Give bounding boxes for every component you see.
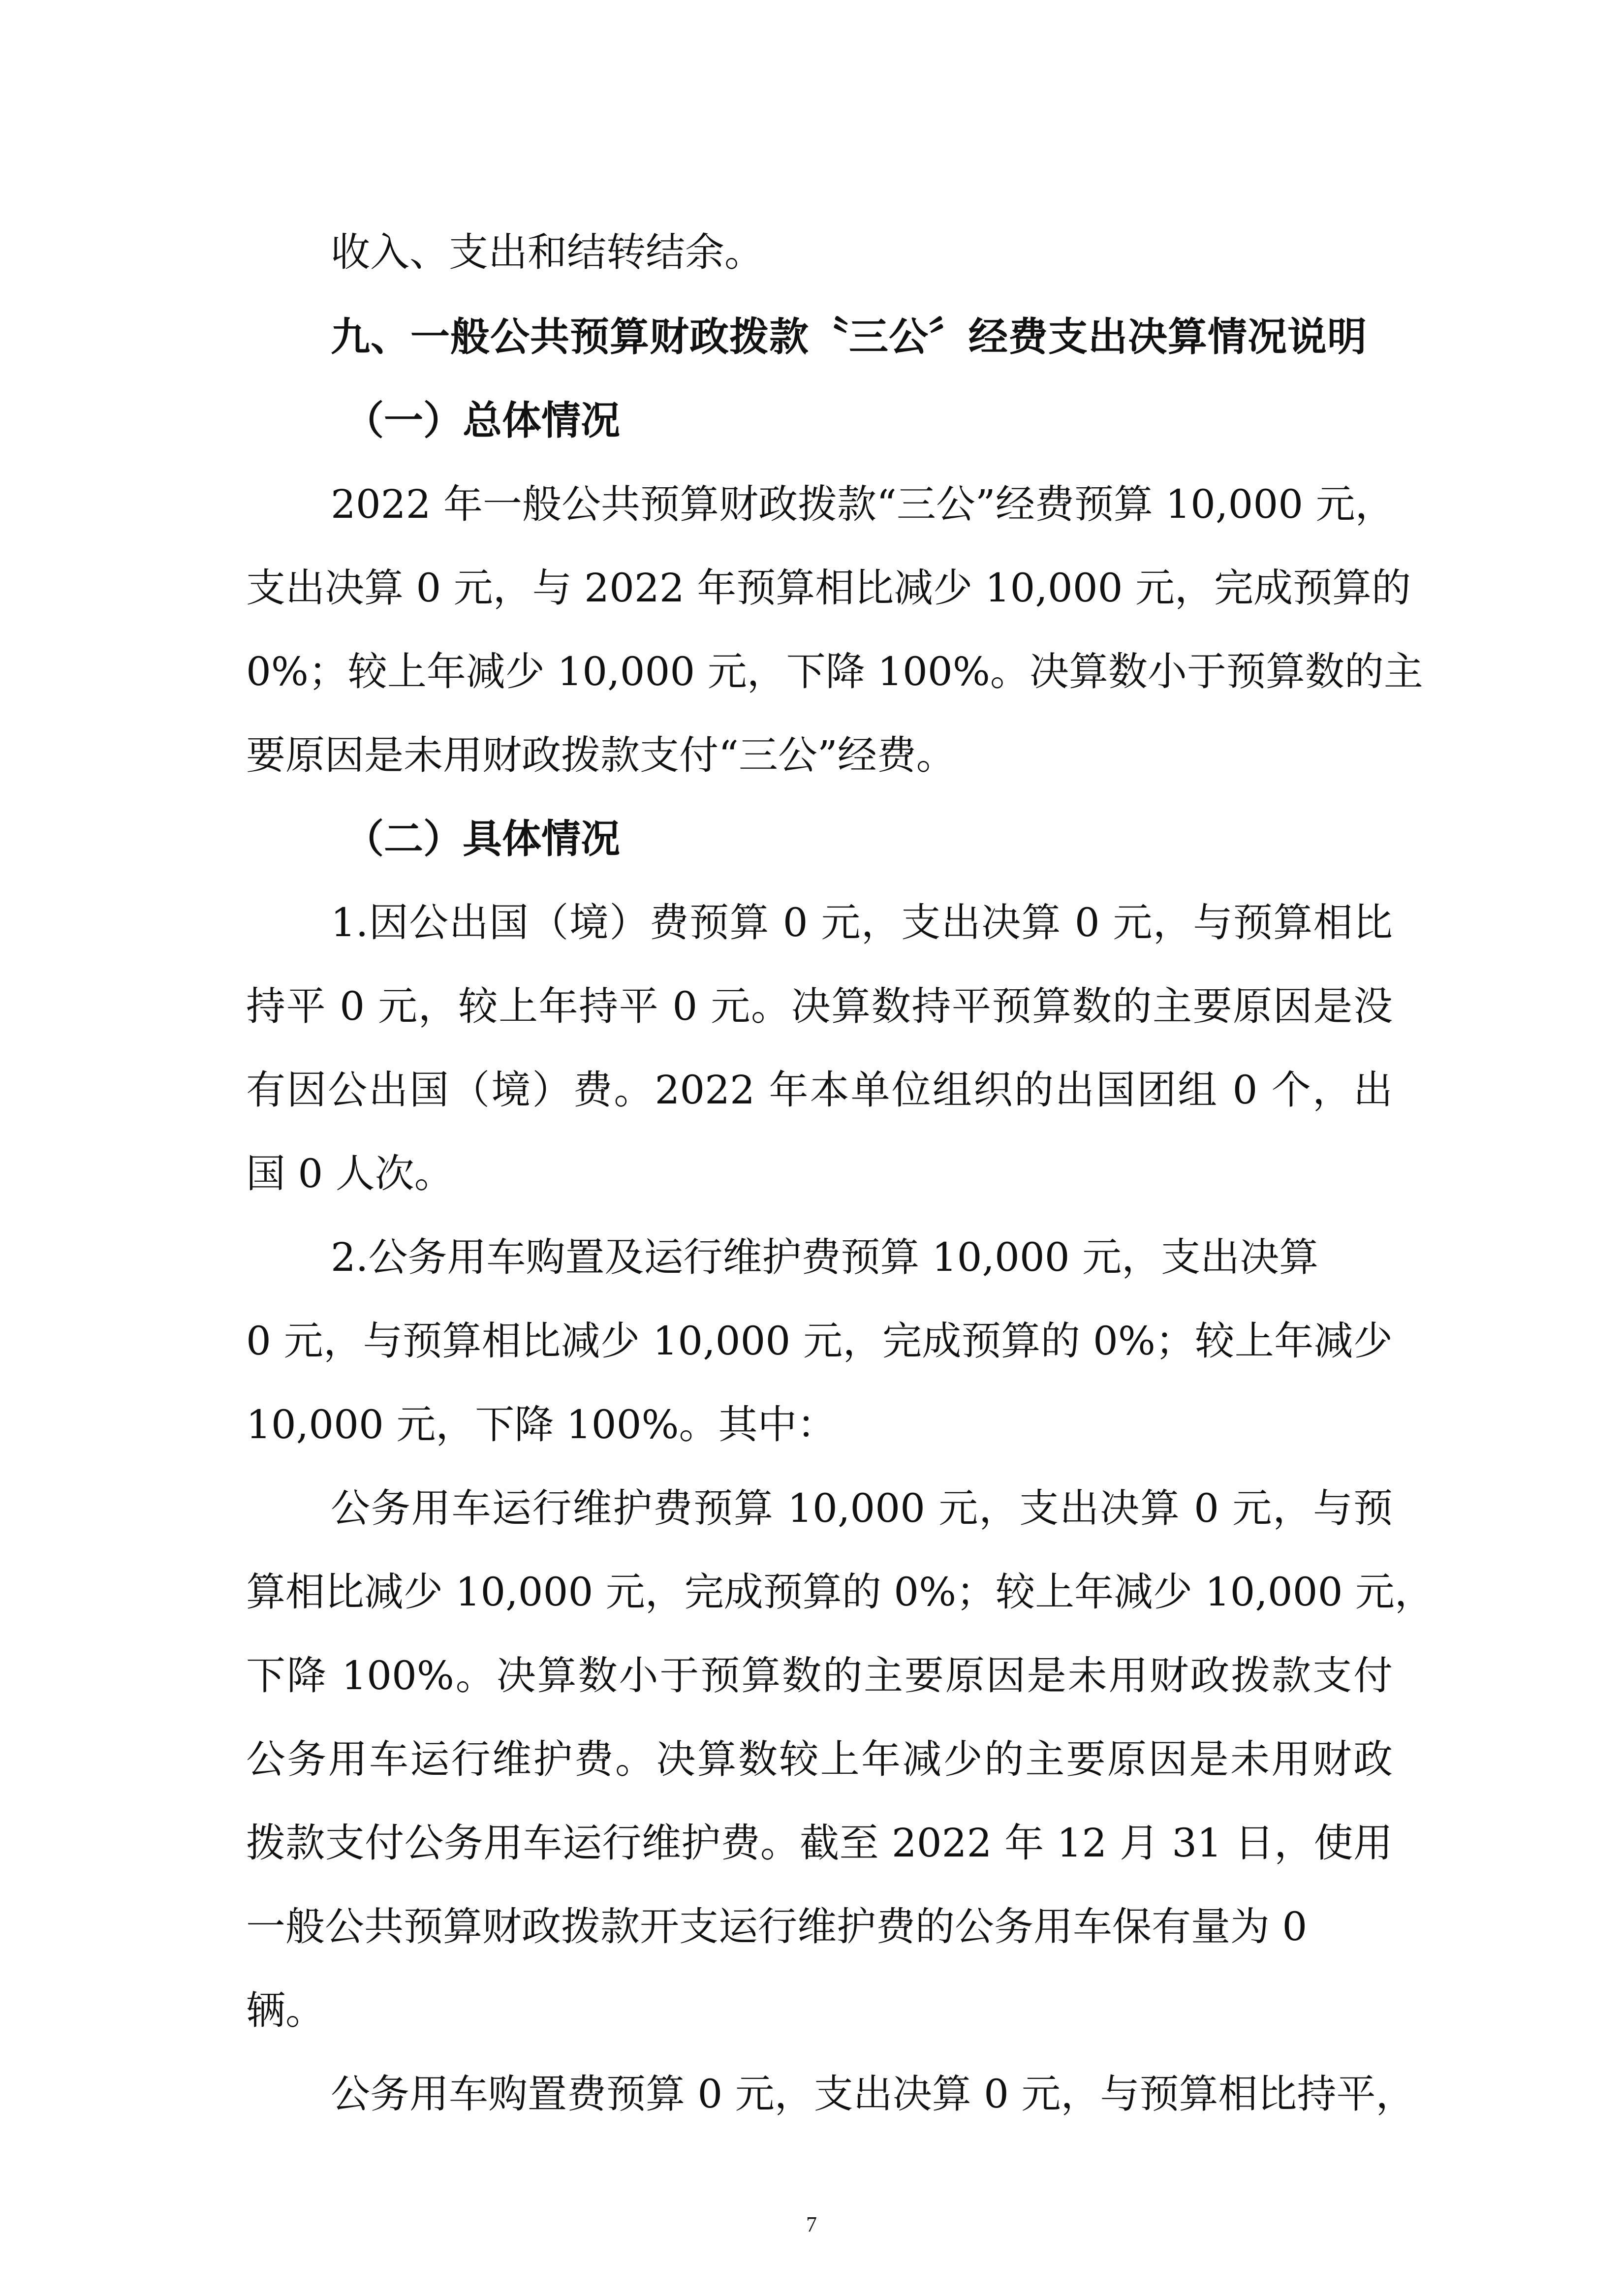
paragraph-line: 1.因公出国（境）费预算 0 元，支出决算 0 元，与预算相比 <box>331 900 1393 945</box>
subsection-heading: （二）具体情况 <box>344 816 620 862</box>
page-number: 7 <box>806 2212 817 2236</box>
subsection-heading: （一）总体情况 <box>344 398 620 443</box>
paragraph-line: 支出决算 0 元，与 2022 年预算相比减少 10,000 元，完成预算的 <box>246 565 1411 611</box>
paragraph-line: 2022 年一般公共预算财政拨款“三公”经费预算 10,000 元， <box>331 481 1395 527</box>
paragraph-line: 一般公共预算财政拨款开支运行维护费的公务用车保有量为 0 <box>246 1904 1308 1950</box>
paragraph-line: 要原因是未用财政拨款支付“三公”经费。 <box>246 732 956 778</box>
paragraph-line: 2.公务用车购置及运行维护费预算 10,000 元，支出决算 <box>331 1234 1319 1280</box>
paragraph-line: 持平 0 元，较上年持平 0 元。决算数持平预算数的主要原因是没 <box>246 983 1393 1029</box>
paragraph-line: 有因公出国（境）费。2022 年本单位组织的出国团组 0 个，出 <box>246 1067 1393 1113</box>
paragraph-line: 算相比减少 10,000 元，完成预算的 0%；较上年减少 10,000 元， <box>246 1569 1434 1615</box>
paragraph-line: 0%；较上年减少 10,000 元，下降 100%。决算数小于预算数的主 <box>246 649 1423 694</box>
paragraph-line: 收入、支出和结转结余。 <box>331 229 764 275</box>
paragraph-line: 公务用车购置费预算 0 元，支出决算 0 元，与预算相比持平， <box>331 2071 1415 2117</box>
paragraph-line: 10,000 元，下降 100%。其中： <box>246 1402 837 1447</box>
paragraph-line: 公务用车运行维护费预算 10,000 元，支出决算 0 元，与预 <box>331 1485 1393 1531</box>
paragraph-line: 0 元，与预算相比减少 10,000 元，完成预算的 0%；较上年减少 <box>246 1318 1393 1364</box>
paragraph-line: 辆。 <box>246 1987 325 2033</box>
paragraph-line: 下降 100%。决算数小于预算数的主要原因是未用财政拨款支付 <box>246 1653 1393 1698</box>
section-heading: 九、一般公共预算财政拨款〝三公〞经费支出决算情况说明 <box>331 314 1367 360</box>
paragraph-line: 国 0 人次。 <box>246 1151 454 1196</box>
paragraph-line: 公务用车运行维护费。决算数较上年减少的主要原因是未用财政 <box>246 1736 1393 1782</box>
paragraph-line: 拨款支付公务用车运行维护费。截至 2022 年 12 月 31 日，使用 <box>246 1820 1393 1866</box>
